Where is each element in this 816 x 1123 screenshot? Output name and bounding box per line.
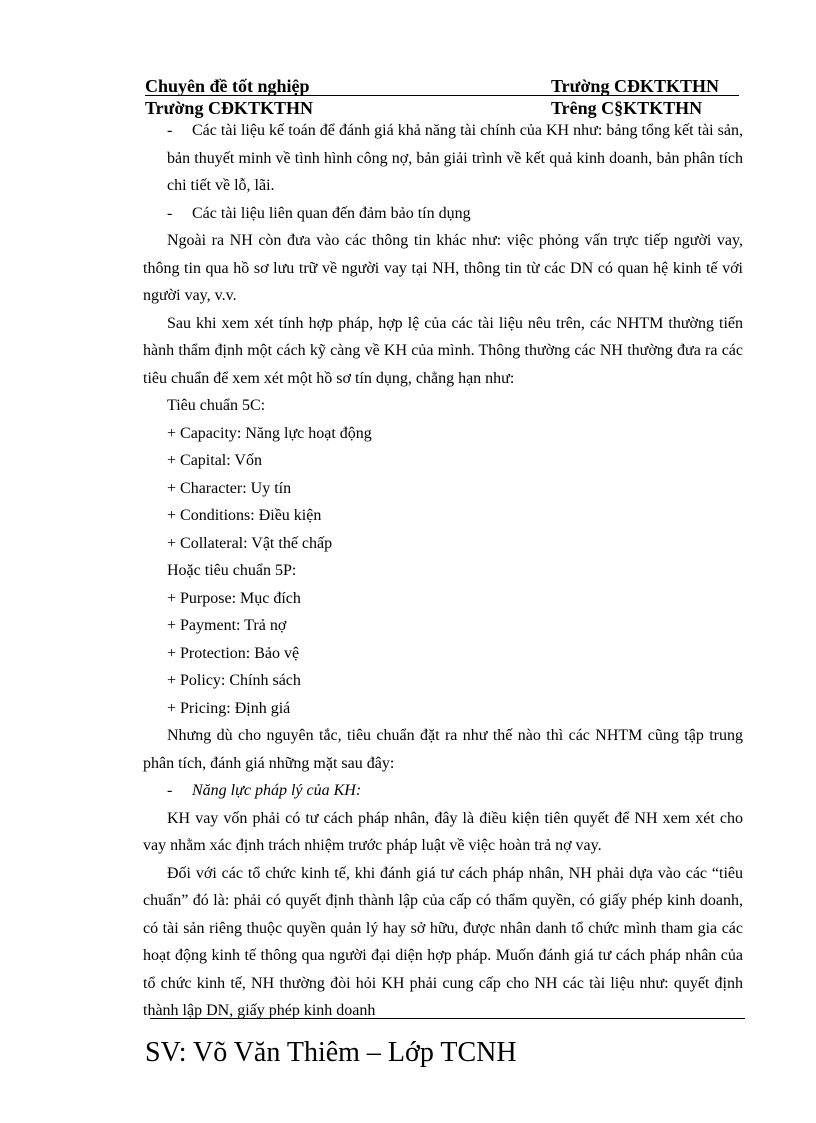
paragraph-accounting-docs: [143, 117, 743, 200]
list-item-5c: + Collateral: Vật thế chấp: [167, 534, 333, 552]
list-item-5c: + Conditions: Điều kiện: [167, 507, 322, 524]
standard-5p-title: Hoặc tiêu chuẩn 5P:: [167, 562, 297, 579]
header-right-school: Trường CĐKTKTHN: [551, 76, 719, 96]
dash-bullet: -: [167, 782, 173, 799]
subheading-text: Năng lực pháp lý của KH:: [192, 782, 362, 799]
body-content: [143, 117, 743, 1025]
paragraph-text: Các tài liệu liên quan đến đảm bảo tín dụng: [192, 204, 471, 222]
paragraph-guarantee-docs: [143, 200, 743, 228]
list-item-5p: + Purpose: Mục đích: [167, 589, 301, 607]
list-item-5p: + Policy: Chính sách: [167, 672, 301, 689]
paragraph-economic-org: Đối với các tổ chức kinh tế, khi đánh giá tư cách pháp nhân, NH phải dựa vào các “tiêu chuẩn” đó là: phải có quyết định thành lập của cấp có thẩm quyền, có giấy phép kinh doanh, có tài sản riêng thuộc quyền quản lý hay sở hữu, được nhân danh tổ chức mình tham gia các hoạt động kinh tế thông qua người đại diện hợp pháp. Muốn đánh giá tư cách pháp nhân của tổ chức kinh tế, NH thường đòi hỏi KH phải cung cấp cho NH các tài liệu như: quyết định thành lập DN, giấy phép kinh doanh: [143, 864, 743, 1019]
paragraph-other-info: Ngoài ra NH còn đưa vào các thông tin khác như: việc phỏng vấn trực tiếp người vay, thông tin qua hồ sơ lưu trữ về người vay tại NH, thông tin từ các DN có quan hệ kinh tế với người vay, v.v.: [143, 232, 743, 304]
list-item-5p: + Payment: Trả nợ: [167, 617, 287, 634]
list-item-5c: + Capital: Vốn: [167, 452, 262, 469]
header-left-school: Trường CĐKTKTHN: [145, 98, 313, 118]
standard-5c-title: Tiêu chuẩn 5C:: [167, 397, 266, 414]
footer-student: SV: Võ Văn Thiêm – Lớp TCNH: [145, 1037, 517, 1068]
list-item-5p: + Pricing: Định giá: [167, 699, 291, 717]
dash-bullet: -: [167, 204, 173, 222]
footer-divider: [150, 1018, 745, 1019]
paragraph-analysis-intro: Nhưng dù cho nguyên tắc, tiêu chuẩn đặt ra như thế nào thì các NHTM cũng tập trung phân tích, đánh giá những mặt sau đây:: [143, 727, 743, 772]
list-item-5c: + Capacity: Năng lực hoạt động: [167, 424, 372, 442]
dash-bullet: -: [167, 122, 173, 139]
subheading-legal-capacity: [143, 777, 743, 805]
header-divider: [145, 95, 739, 96]
header-right-school-garbled: Trêng C§KTKTHN: [551, 98, 703, 118]
header-left-title: Chuyên đề tốt nghiệp: [145, 76, 310, 96]
paragraph-appraisal: Sau khi xem xét tính hợp pháp, hợp lệ của các tài liệu nêu trên, các NHTM thường tiến hành thẩm định một cách kỹ càng về KH của mình. Thông thường các NH thường đưa ra các tiêu chuẩn để xem xét một hồ sơ tín dụng, chẳng hạn như:: [143, 314, 743, 387]
list-item-5p: + Protection: Bảo vệ: [167, 644, 300, 662]
list-item-5c: + Character: Uy tín: [167, 479, 292, 497]
paragraph-legal-entity: KH vay vốn phải có tư cách pháp nhân, đây là điều kiện tiên quyết để NH xem xét cho vay nhằm xác định trách nhiệm trước pháp luật về việc hoàn trả nợ vay.: [143, 809, 743, 854]
paragraph-text: Các tài liệu kế toán để đánh giá khả năng tài chính của KH như: bảng tổng kết tài sản, bản thuyết minh về tình hình công nợ, bản giải trình về kết quả kinh doanh, bản phân tích chi tiết về lỗ, lãi.: [167, 122, 743, 194]
